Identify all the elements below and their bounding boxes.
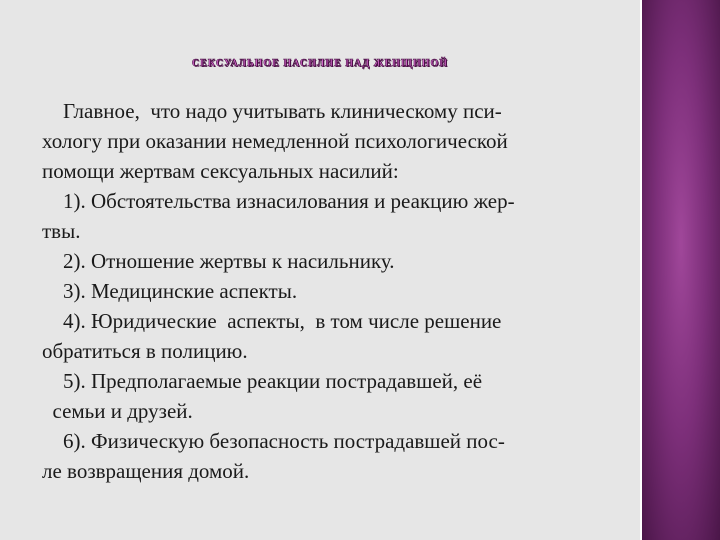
body-line: 1). Обстоятельства изнасилования и реакцию жер- <box>42 189 515 213</box>
body-line: обратиться в полицию. <box>42 339 248 363</box>
slide-title: СЕКСУАЛЬНОЕ НАСИЛИЕ НАД ЖЕНЩИНОЙ <box>191 58 449 69</box>
body-line: помощи жертвам сексуальных насилий: <box>42 159 399 183</box>
body-line: семьи и друзей. <box>42 399 193 423</box>
body-line: 6). Физическую безопасность пострадавшей пос- <box>42 429 505 453</box>
slide-body <box>42 96 632 486</box>
accent-side-bar <box>642 0 720 540</box>
body-line: 4). Юридические аспекты, в том числе решение <box>42 309 502 333</box>
body-line: Главное, что надо учитывать клиническому пси- <box>42 99 502 123</box>
body-line: 2). Отношение жертвы к насильнику. <box>42 249 395 273</box>
body-line: хологу при оказании немедленной психологической <box>42 129 508 153</box>
body-line: 5). Предполагаемые реакции пострадавшей, её <box>42 369 483 393</box>
body-line: 3). Медицинские аспекты. <box>42 279 298 303</box>
body-line: твы. <box>42 219 81 243</box>
body-line: ле возвращения домой. <box>42 459 250 483</box>
